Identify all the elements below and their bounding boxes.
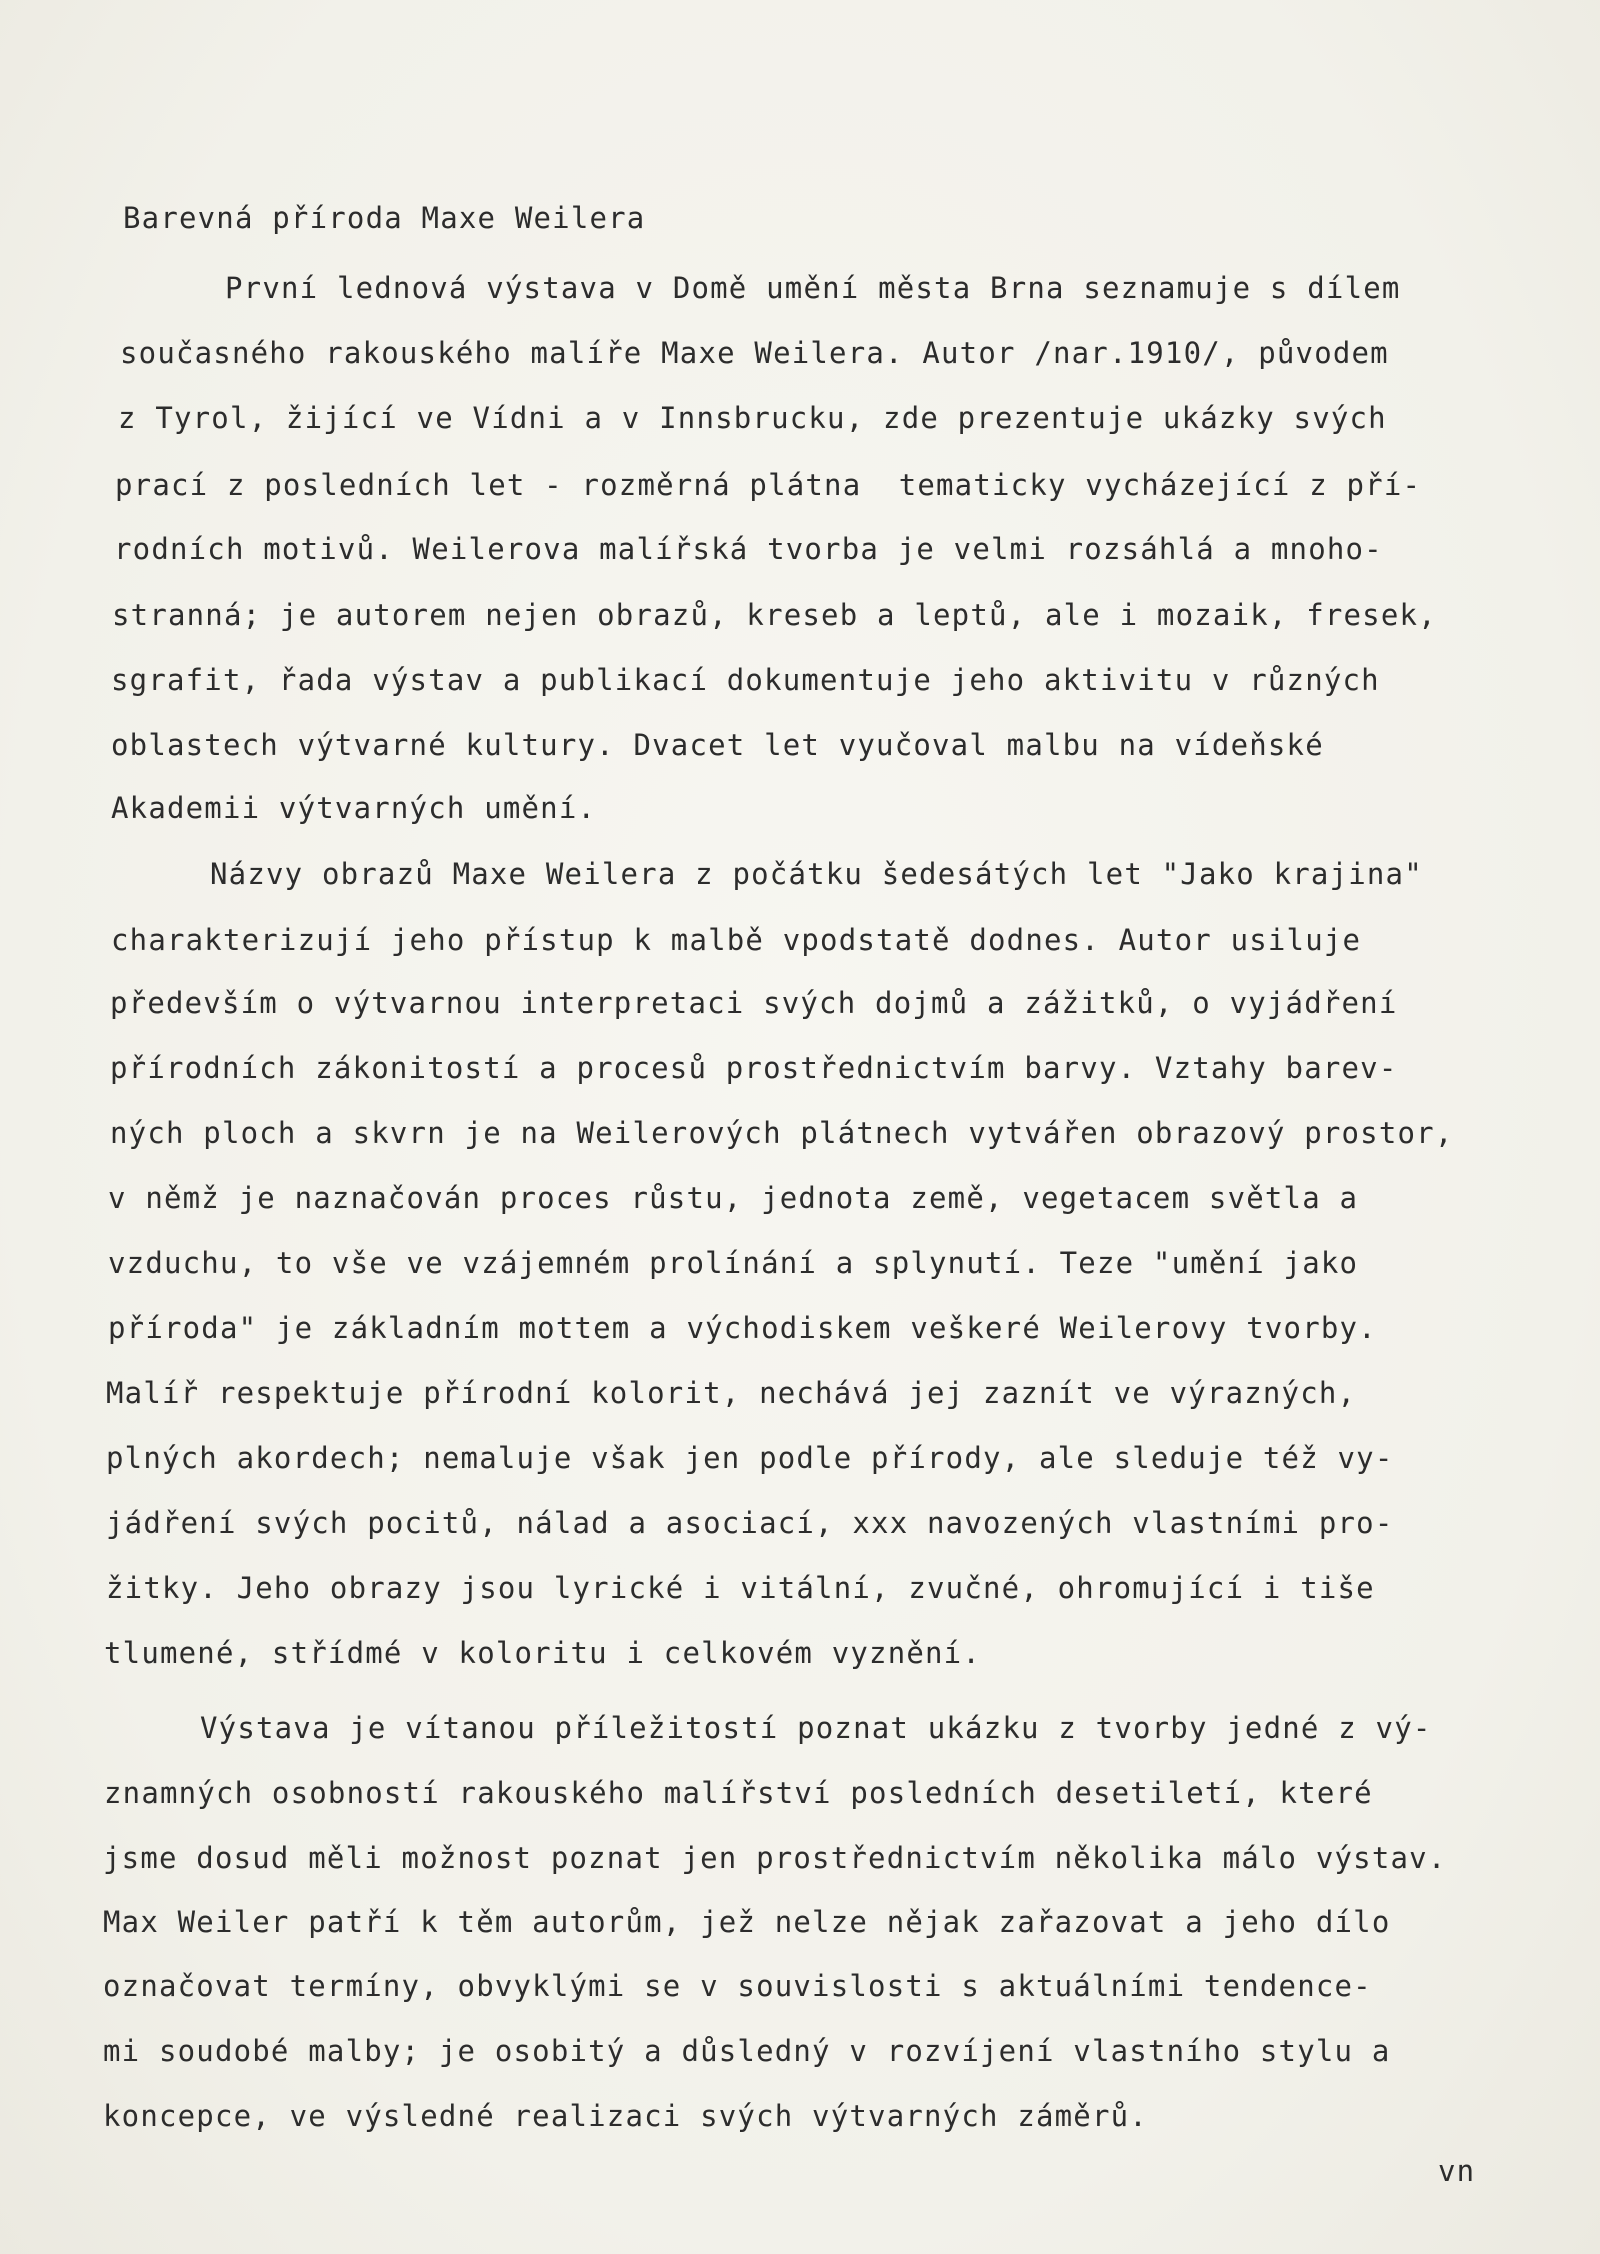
paragraph-3-line-6: mi soudobé malby; je osobitý a důsledný v rozvíjení vlastního stylu a <box>103 2034 1391 2068</box>
paragraph-3-line-7: koncepce, ve výsledné realizaci svých výtvarných záměrů. <box>103 2099 1148 2133</box>
paragraph-3-line-2: znamných osobností rakouského malířství posledních desetiletí, které <box>104 1776 1373 1810</box>
paragraph-1-line-5: rodních motivů. Weilerova malířská tvorba je velmi rozsáhlá a mnoho- <box>114 532 1383 566</box>
paragraph-3-line-5: označovat termíny, obvyklými se v souvislosti s aktuálními tendence- <box>103 1969 1372 2003</box>
paragraph-1-line-8: oblastech výtvarné kultury. Dvacet let vyučoval malbu na vídeňské <box>111 728 1324 762</box>
paragraph-2-line-6: v němž je naznačován proces růstu, jednota země, vegetacem světla a <box>108 1181 1359 1215</box>
paragraph-3-line-1: Výstava je vítanou příležitostí poznat ukázku z tvorby jedné z vý- <box>200 1711 1432 1745</box>
author-initials: vn <box>1438 2154 1476 2188</box>
paragraph-2-line-2: charakterizují jeho přístup k malbě vpodstatě dodnes. Autor usiluje <box>111 923 1362 957</box>
paragraph-2-line-12: žitky. Jeho obrazy jsou lyrické i vitální, zvučné, ohromující i tiše <box>106 1571 1375 1605</box>
paragraph-2-line-7: vzduchu, to vše ve vzájemném prolínání a splynutí. Teze "umění jako <box>108 1246 1359 1280</box>
paragraph-2-line-3: především o výtvarnou interpretaci svých dojmů a zážitků, o vyjádření <box>110 986 1398 1020</box>
paragraph-1-line-1: První lednová výstava v Domě umění města Brna seznamuje s dílem <box>225 271 1401 305</box>
paragraph-1-line-4: prací z posledních let - rozměrná plátna tematicky vycházející z pří- <box>115 468 1422 502</box>
paragraph-2-line-13: tlumené, střídmé v koloritu i celkovém vyznění. <box>104 1636 981 1670</box>
paragraph-2-line-10: plných akordech; nemaluje však jen podle přírody, ale sleduje též vy- <box>106 1441 1394 1475</box>
paragraph-2-line-11: jádření svých pocitů, nálad a asociací, xxx navozených vlastními pro- <box>106 1506 1394 1540</box>
paragraph-2-line-5: ných ploch a skvrn je na Weilerových plátnech vytvářen obrazový prostor, <box>110 1116 1454 1150</box>
paragraph-1-line-3: z Tyrol, žijící ve Vídni a v Innsbrucku, zde prezentuje ukázky svých <box>118 401 1387 435</box>
paragraph-2-line-4: přírodních zákonitostí a procesů prostřednictvím barvy. Vztahy barev- <box>110 1051 1398 1085</box>
document-title: Barevná příroda Maxe Weilera <box>123 201 646 235</box>
paragraph-2-line-8: příroda" je základním mottem a východiskem veškeré Weilerovy tvorby. <box>108 1311 1377 1345</box>
paragraph-1-line-6: stranná; je autorem nejen obrazů, kreseb a leptů, ale i mozaik, fresek, <box>112 598 1437 632</box>
paragraph-1-line-9: Akademii výtvarných umění. <box>111 791 597 825</box>
paragraph-3-line-3: jsme dosud měli možnost poznat jen prostřednictvím několika málo výstav. <box>103 1841 1447 1875</box>
paragraph-1-line-2: současného rakouského malíře Maxe Weilera. Autor /nar.1910/, původem <box>120 336 1389 370</box>
paragraph-1-line-7: sgrafit, řada výstav a publikací dokumentuje jeho aktivitu v různých <box>111 663 1380 697</box>
paragraph-3-line-4: Max Weiler patří k těm autorům, jež nelze nějak zařazovat a jeho dílo <box>103 1905 1391 1939</box>
paragraph-2-line-1: Názvy obrazů Maxe Weilera z počátku šedesátých let "Jako krajina" <box>210 857 1423 891</box>
paragraph-2-line-9: Malíř respektuje přírodní kolorit, nechává jej zaznít ve výrazných, <box>106 1376 1357 1410</box>
